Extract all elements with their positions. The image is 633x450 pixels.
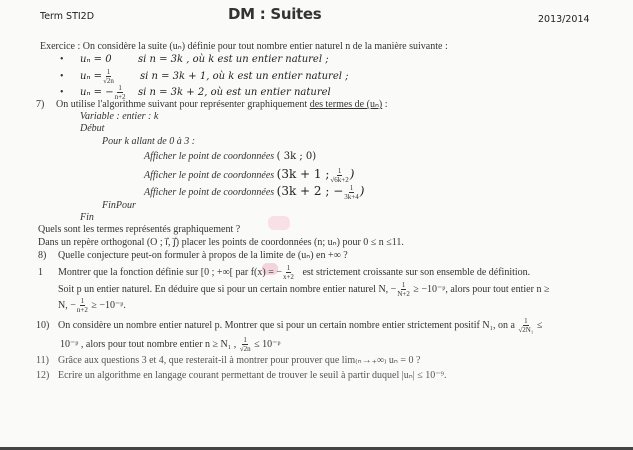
question-7	[36, 99, 388, 111]
point-coords: (3k + 2 ; −	[276, 183, 344, 198]
page-title: DM : Suites	[228, 5, 322, 23]
question-9-line-3	[58, 297, 126, 314]
fraction	[330, 167, 348, 184]
fraction	[240, 336, 251, 353]
bullet: •	[60, 86, 64, 98]
denominator: √2n	[239, 345, 251, 353]
case-cond: si n = 3k , où k est un entier naturel ;	[138, 54, 329, 65]
question-10-line-2	[60, 336, 280, 353]
algo-pour: Pour k allant de 0 à 3 :	[102, 136, 196, 147]
numerator: 1	[243, 336, 247, 344]
point-coords: (3k + 1 ;	[276, 166, 330, 181]
fraction	[103, 68, 114, 85]
underlined-text: des termes de (uₙ)	[309, 99, 383, 110]
question-text: est strictement croissante sur son ensemble de définition.	[302, 266, 531, 278]
fraction	[77, 297, 88, 314]
question-text: :	[382, 99, 388, 110]
algo-finpour: FinPour	[102, 200, 136, 211]
stain	[268, 216, 290, 230]
fraction	[344, 184, 358, 201]
denominator: x+2	[282, 273, 294, 281]
point-coords: ( 3k ; 0)	[276, 151, 317, 162]
question-number: 1	[38, 266, 43, 278]
question-text: N, −	[58, 299, 76, 311]
denominator: n+2	[76, 306, 88, 314]
question-text: Montrer que la fonction définie sur [0 ; +∞[ par f(x) = −	[58, 266, 282, 278]
intro: Exercice : On considère la suite (uₙ) définie pour tout nombre entier naturel n de la manière suivante :	[40, 41, 448, 52]
question-text: ≥ −10⁻ᵖ.	[91, 299, 126, 311]
numerator: 1	[349, 184, 354, 192]
question-text: On utilise l'algorithme suivant pour représenter graphiquement	[56, 99, 310, 110]
question-number: 8)	[38, 250, 47, 261]
algo-afficher-1	[144, 151, 316, 163]
denominator: N+2	[397, 290, 410, 298]
question-9	[38, 264, 530, 281]
denominator: √6k+2	[330, 176, 349, 184]
numerator: 1	[106, 68, 111, 76]
question-text: Ecrire un algorithme en langage courant permettant de trouver le seuil à partir duquel |uₙ| ≤ 10⁻⁹.	[58, 370, 447, 381]
question-text: Soit p un entier naturel. En déduire que si pour un certain nombre entier naturel N, −	[58, 283, 397, 295]
class-label: Term STI2D	[40, 11, 95, 22]
fraction	[283, 264, 294, 281]
afficher-text: Afficher le point de coordonnées	[144, 151, 275, 162]
question-quels: Quels sont les termes représentés graphiquement ?	[38, 224, 241, 235]
question-number: 11)	[36, 355, 49, 366]
question-number: 12)	[36, 370, 50, 381]
instruction-dans: Dans un repère orthogonal (O ; i⃗, j⃗) placer les points de coordonnées (n; uₙ) pour 0 ≤ n ≤11.	[38, 237, 404, 248]
question-text: 10⁻ᵖ , alors pour tout nombre entier n ≥ N₁ ,	[60, 338, 237, 350]
bullet: •	[60, 54, 64, 65]
algo-variable: Variable : entier : k	[80, 111, 159, 122]
question-text: On considère un nombre entier naturel p. Montrer que si pour un certain nombre entier strictement positif N₁, on a	[58, 319, 515, 331]
algo-fin: Fin	[80, 212, 94, 223]
denominator: √2n	[103, 77, 114, 85]
algo-afficher-3	[144, 184, 364, 201]
case-lhs: uₙ = 0	[80, 54, 112, 65]
question-11	[36, 355, 421, 367]
case-cond: si n = 3k + 2, où est un entier naturel	[138, 86, 331, 98]
fraction	[518, 317, 533, 334]
question-text: ≤	[536, 319, 543, 331]
denominator: √2N₁	[518, 326, 534, 334]
question-12	[36, 370, 447, 382]
case-lhs: uₙ = −	[80, 86, 114, 98]
question-10	[36, 317, 542, 334]
numerator: 1	[524, 317, 528, 325]
denominator: 3k+4	[344, 193, 359, 201]
case-2	[60, 68, 349, 85]
question-text: ≥ −10⁻ᵖ, alors pour tout entier n ≥	[413, 283, 550, 295]
bullet: •	[60, 70, 64, 82]
fraction	[397, 281, 410, 298]
case-cond: si n = 3k + 1, où k est un entier naturel ;	[140, 70, 349, 82]
question-text: ≤ 10⁻ᵖ	[254, 338, 281, 350]
school-year: 2013/2014	[538, 14, 590, 25]
numerator: 1	[286, 264, 291, 272]
paren: )	[349, 166, 355, 181]
afficher-text: Afficher le point de coordonnées	[144, 169, 275, 181]
numerator: 1	[337, 167, 342, 175]
numerator: 1	[80, 297, 85, 305]
denominator: n+2	[114, 93, 126, 101]
afficher-text: Afficher le point de coordonnées	[144, 186, 275, 198]
question-text: Grâce aux questions 3 et 4, que resterait-il à montrer pour prouver que lim₍ₙ→₊∞₎ uₙ = 0 ?	[58, 355, 421, 366]
question-number: 10)	[36, 319, 50, 331]
numerator: 1	[401, 281, 406, 289]
algo-afficher-2	[144, 167, 354, 184]
case-lhs: uₙ =	[80, 70, 103, 82]
paren: )	[359, 183, 365, 198]
numerator: 1	[118, 84, 122, 92]
question-9-line-2	[58, 281, 549, 298]
case-1	[60, 54, 329, 66]
question-text: Quelle conjecture peut-on formuler à propos de la limite de (uₙ) en +∞ ?	[58, 250, 348, 261]
question-number: 7)	[36, 99, 45, 110]
question-8	[38, 250, 348, 262]
algo-debut: Début	[80, 123, 105, 134]
